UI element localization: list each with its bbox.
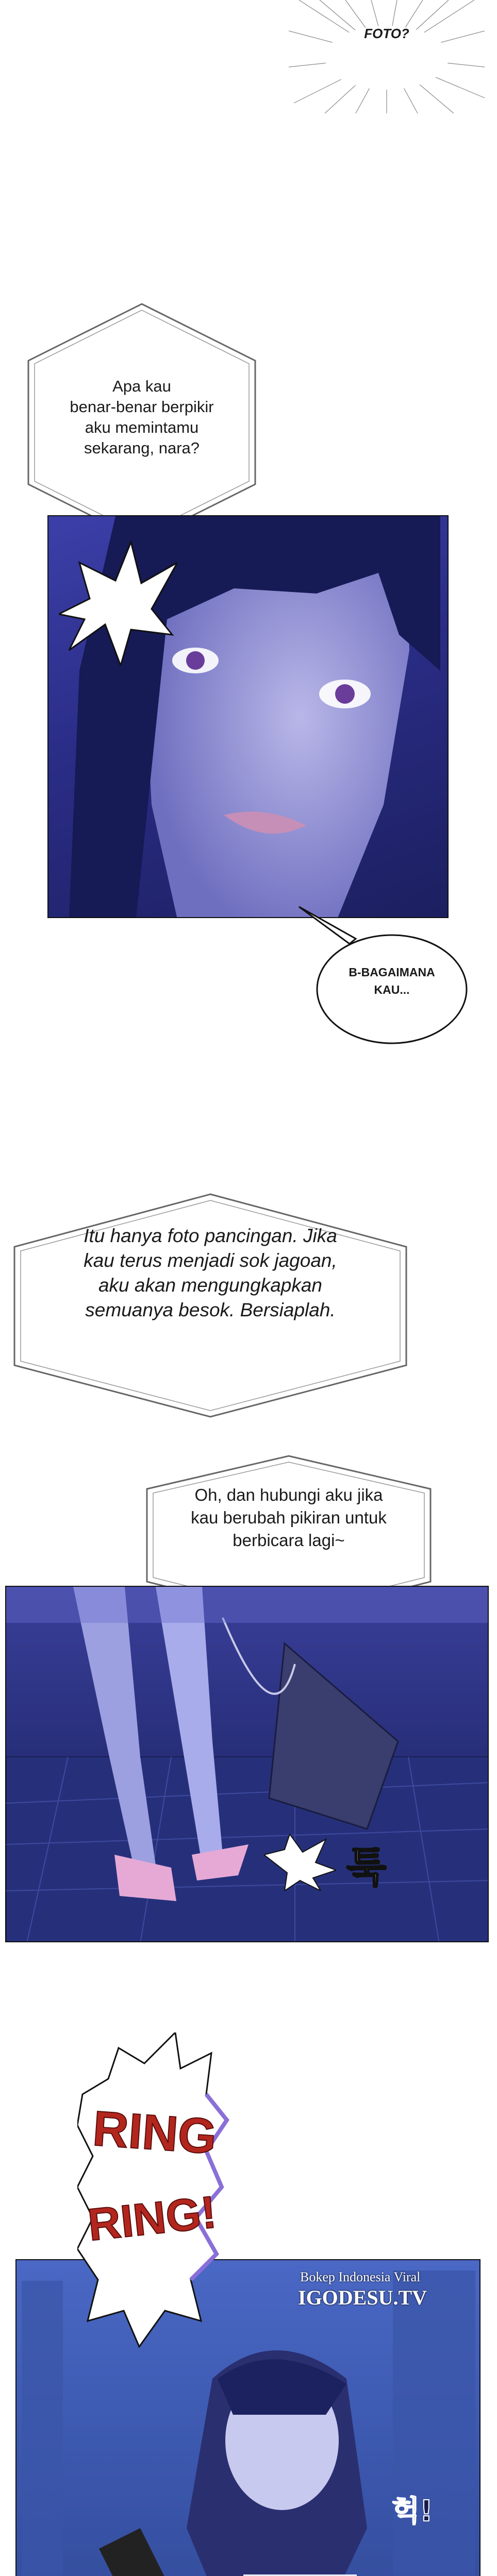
apa-kau-text <box>52 376 232 459</box>
burst-lines-graphic <box>289 0 485 113</box>
sfx-heok: 헉! <box>392 2495 433 2528</box>
watermark-line-1: Bokep Indonesia Viral <box>300 2269 421 2284</box>
bagaimana-line-2: KAU... <box>374 983 410 996</box>
bagaimana-text <box>335 963 449 998</box>
legs-bag-illustration <box>6 1587 489 1942</box>
itu-hanya-text <box>35 1224 386 1323</box>
hex-bubble-apa-kau <box>21 299 263 546</box>
watermark-line-2: IGODESU.TV <box>298 2286 427 2309</box>
oval-bubble-bagaimana <box>289 886 474 1051</box>
ring-burst-bubble <box>77 2032 232 2352</box>
apa-kau-line-3: aku memintamu <box>85 418 199 436</box>
itu-hanya-line-4: semuanya besok. Bersiaplah. <box>85 1299 336 1320</box>
oh-dan-text <box>155 1484 423 1552</box>
itu-hanya-line-3: aku akan mengungkapkan <box>98 1275 323 1296</box>
panel-woman-closeup <box>47 515 449 918</box>
oh-dan-line-2: kau berubah pikiran untuk <box>191 1508 387 1527</box>
foto-text: FOTO? <box>364 26 409 41</box>
apa-kau-line-2: benar-benar berpikir <box>70 398 214 416</box>
sfx-ring-1: RING <box>91 2100 219 2165</box>
shock-burst-graphic <box>59 532 177 666</box>
impact-burst-graphic <box>264 1834 336 1891</box>
sfx-tuk: 툭 <box>346 1843 387 1891</box>
apa-kau-line-1: Apa kau <box>112 377 171 395</box>
apa-kau-line-4: sekarang, nara? <box>84 439 200 457</box>
hex-bubble-itu-hanya <box>4 1190 417 1427</box>
sfx-ring-2: RING! <box>85 2186 219 2250</box>
burst-bubble-foto <box>289 0 485 113</box>
panel-dropped-bag <box>5 1586 489 1942</box>
oh-dan-line-3: berbicara lagi~ <box>233 1531 345 1550</box>
oh-dan-line-1: Oh, dan hubungi aku jika <box>194 1485 383 1504</box>
bagaimana-line-1: B-BAGAIMANA <box>349 965 435 979</box>
itu-hanya-line-1: Itu hanya foto pancingan. Jika <box>84 1225 337 1246</box>
itu-hanya-line-2: kau terus menjadi sok jagoan, <box>84 1250 337 1271</box>
